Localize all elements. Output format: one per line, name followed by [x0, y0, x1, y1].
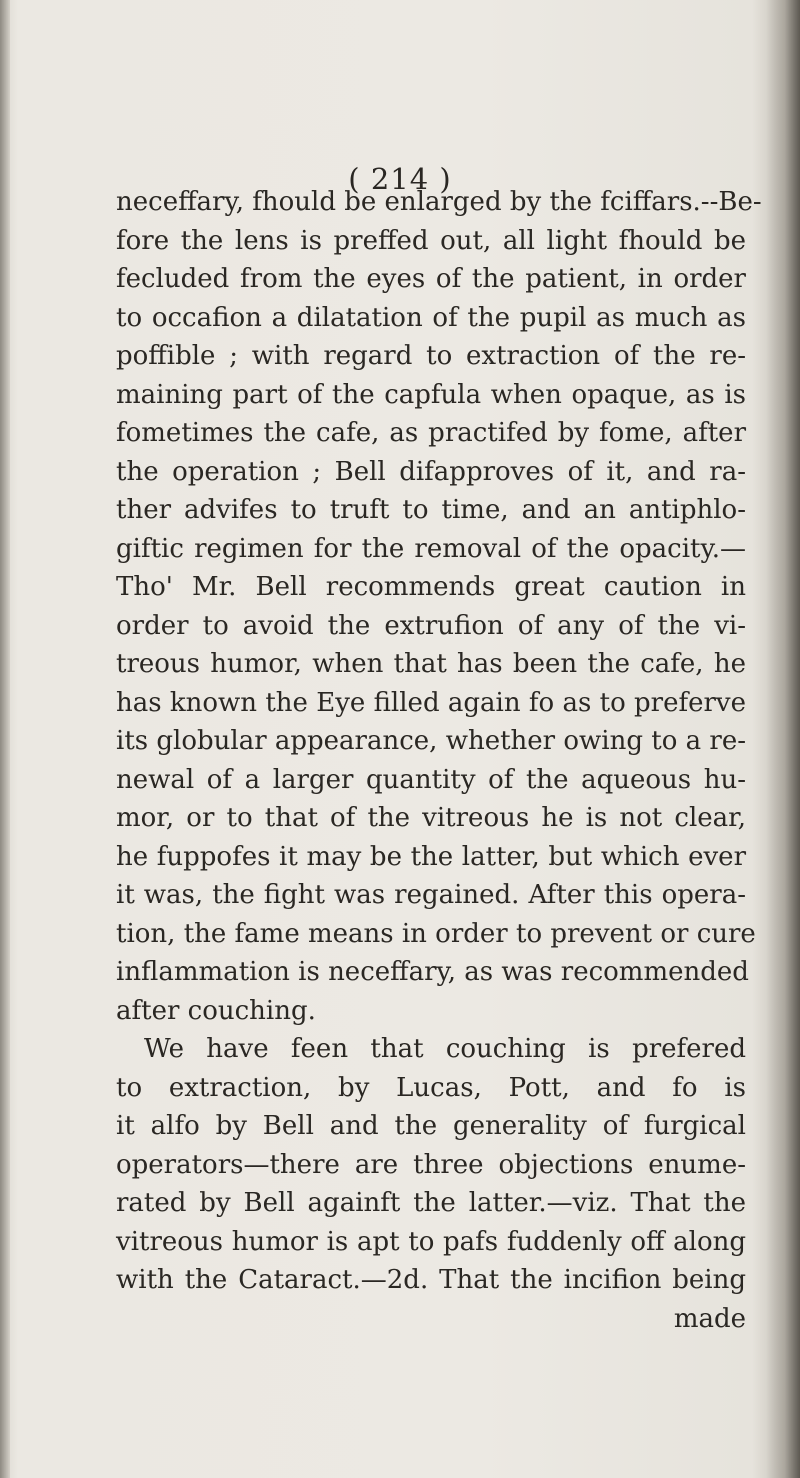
text-line: Tho' Mr. Bell recommends great caution in	[116, 572, 746, 602]
text-line: inflammation is neceffary, as was recommended	[116, 957, 749, 987]
text-line: to occafion a dilatation of the pupil as much as	[116, 302, 746, 333]
text-line: giftic regimen for the removal of the opacity.—	[116, 533, 746, 564]
text-line: after couching.	[116, 995, 316, 1026]
text-line: We have feen that couching is prefered	[144, 1034, 746, 1064]
text-line: it alfo by Bell and the generality of furgical	[116, 1111, 746, 1141]
body-text	[116, 183, 762, 1338]
text-line: fore the lens is preffed out, all light fhould be	[116, 225, 746, 256]
text-line: treous humor, when that has been the cafe, he	[116, 649, 746, 679]
text-line: it was, the fight was regained. After this opera-	[116, 880, 746, 910]
text-line: fecluded from the eyes of the patient, in order	[116, 264, 746, 294]
text-line: he fuppofes it may be the latter, but which ever	[116, 841, 746, 872]
page-number: ( 214 )	[348, 162, 452, 196]
text-line: newal of a larger quantity of the aqueous hu-	[116, 764, 746, 795]
text-line: vitreous humor is apt to pafs fuddenly off along	[116, 1226, 746, 1257]
text-line: fometimes the cafe, as practifed by fome, after	[116, 418, 746, 448]
text-line: poffible ; with regard to extraction of the re-	[116, 341, 746, 371]
text-line: the operation ; Bell difapproves of it, and ra-	[116, 456, 746, 487]
text-line: to extraction, by Lucas, Pott, and fo is	[116, 1072, 746, 1103]
text-line: tion, the fame means in order to prevent or cure	[116, 918, 756, 949]
catchword: made	[673, 1303, 746, 1334]
text-line: with the Cataract.—2d. That the incifion being	[116, 1265, 746, 1295]
text-line: order to avoid the extrufion of any of the vi-	[116, 610, 746, 641]
text-line: its globular appearance, whether owing to a re-	[116, 726, 746, 756]
text-line: operators—there are three objections enume-	[116, 1149, 746, 1180]
text-line: ther advifes to truft to time, and an antiphlo-	[116, 495, 746, 525]
text-line: has known the Eye filled again fo as to preferve	[116, 687, 746, 718]
page-edge-shadow	[766, 0, 800, 1478]
text-line: mor, or to that of the vitreous he is not clear,	[116, 803, 746, 833]
text-line: rated by Bell againft the latter.—viz. That the	[116, 1188, 746, 1218]
page-gutter-shadow	[0, 0, 10, 1478]
text-line: maining part of the capfula when opaque, as is	[116, 379, 746, 410]
text-line: neceffary, fhould be enlarged by the fciffars.--Be-	[116, 187, 762, 217]
